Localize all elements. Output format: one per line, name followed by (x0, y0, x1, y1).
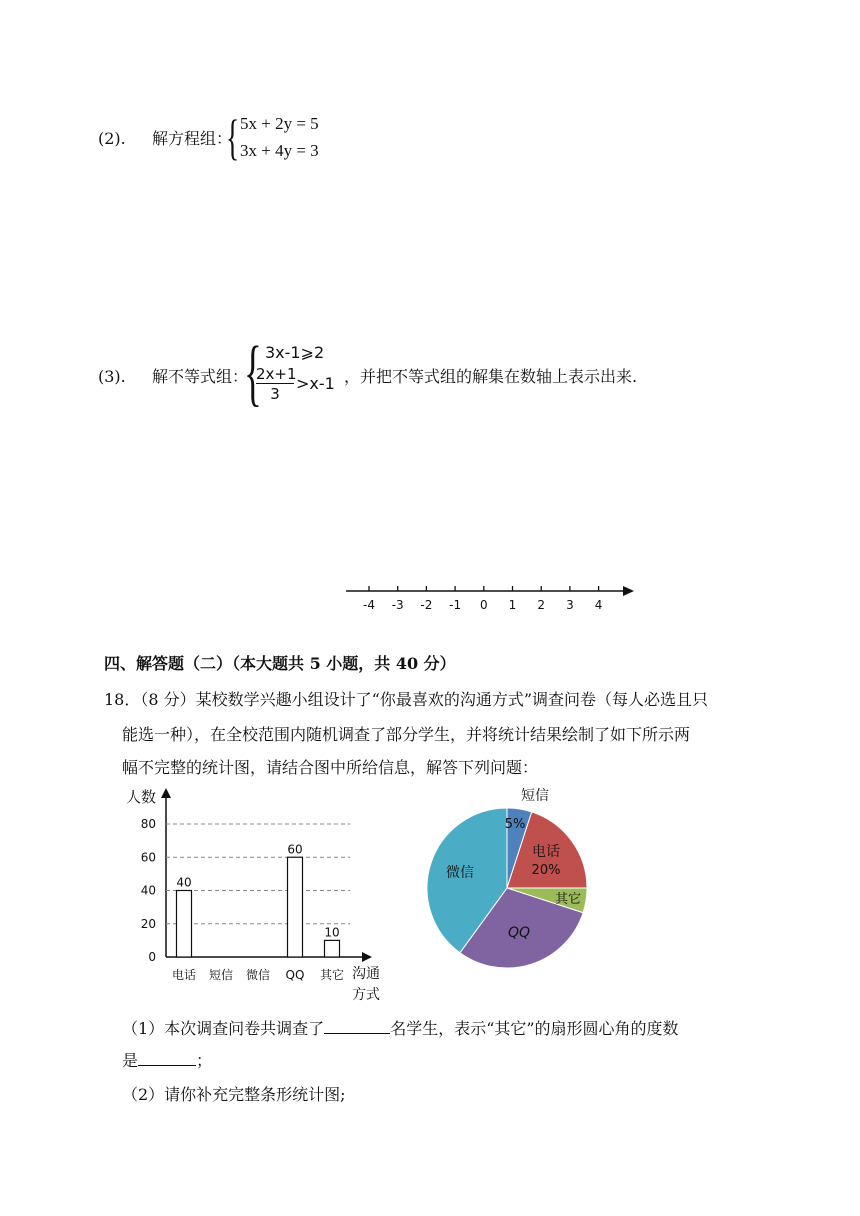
bar-x-label-line1: 沟通 (352, 966, 380, 982)
number-line (340, 580, 640, 616)
number-line-tick-label: 2 (537, 598, 546, 612)
bar-category-label: 电话 (171, 968, 197, 982)
q2-equation-1: 5x + 2y = 5 (240, 114, 319, 133)
q18-line2: 能选一种），在全校范围内随机调查了部分学生，并将统计结果绘制了如下所示两 (122, 725, 691, 744)
bar-category-label: QQ (285, 968, 305, 982)
bar-x-label-line2: 方式 (352, 987, 380, 1003)
q3-label-row (98, 364, 248, 387)
q2-text: 解方程组： (151, 129, 232, 148)
q2-brace: { (226, 109, 240, 165)
bar-y-tick-label: 80 (140, 817, 156, 831)
bar-y-tick-label: 0 (148, 950, 156, 964)
bar-category-label: 其它 (319, 968, 345, 982)
bar-y-tick-label: 40 (140, 883, 156, 898)
q3-text: 解不等式组： (151, 367, 248, 386)
q18-line3: 幅不完整的统计图，请结合图中所给信息，解答下列问题： (122, 758, 539, 777)
pie-label: 电话 (532, 844, 560, 860)
number-line-tick-label: -2 (420, 598, 433, 612)
number-line-tick-label: 1 (508, 598, 517, 612)
q18-sub1-text-b: 名学生，表示“其它”的扇形圆心角的度数 (390, 1019, 679, 1038)
q3-fraction (256, 365, 297, 404)
bar (177, 891, 192, 958)
number-line-tick-label: 3 (566, 598, 574, 612)
number-line-tick-label: -4 (363, 598, 375, 612)
section4-title: 四、解答题（二）（本大题共 5 小题，共 40 分） (104, 654, 456, 673)
q3-suffix: ，并把不等式组的解集在数轴上表示出来. (344, 367, 638, 386)
q3-brace: { (244, 332, 262, 414)
number-line-tick-label: -3 (391, 598, 404, 612)
bar-y-axis-arrow (161, 788, 171, 798)
bar-y-tick-label: 20 (140, 916, 156, 931)
bar (325, 940, 340, 957)
pie-label: 短信 (521, 788, 549, 804)
number-line-tick-label: -1 (449, 598, 462, 612)
bar-data-label: 40 (176, 875, 192, 890)
number-line-tick-label: 0 (479, 598, 488, 612)
bar-chart (118, 780, 398, 1005)
bar (288, 857, 303, 957)
q18-number: 18． (104, 690, 141, 709)
q18-sub1-row (122, 1016, 679, 1039)
q18-sub1-text-d: ； (196, 1051, 213, 1070)
q2-number: (2). (98, 129, 126, 148)
q18-text-1: （8 分）某校数学兴趣小组设计了“你最喜欢的沟通方式”调查问卷（每人必选且只 (140, 690, 709, 709)
number-line-arrow (623, 586, 634, 596)
pie-chart (418, 780, 598, 980)
pie-label: 微信 (446, 865, 474, 881)
q3-inequality-2-rhs: >x-1 (296, 374, 335, 393)
q2-equation-2: 3x + 4y = 3 (240, 141, 319, 160)
pie-label: 其它 (554, 892, 582, 907)
bar-data-label: 10 (324, 925, 340, 940)
q3-fraction-denominator: 3 (270, 385, 280, 403)
bar-data-label: 60 (287, 842, 303, 857)
bar-x-axis-arrow (362, 952, 372, 962)
q3-fraction-numerator: 2x+1 (256, 365, 297, 383)
q18-sub1-blank-count[interactable] (324, 1033, 390, 1034)
bar-category-label: 短信 (208, 968, 234, 982)
q18-sub1-blank-angle[interactable] (138, 1065, 196, 1066)
q18-sub2: （2）请你补充完整条形统计图; (122, 1085, 346, 1104)
q3-number: (3). (98, 367, 126, 386)
pie-value-label: 5% (504, 817, 526, 832)
bar-category-label: 微信 (245, 968, 271, 982)
q2-label-row (98, 126, 232, 149)
pie-value-label: 20% (531, 863, 561, 878)
q18-sub1-text-a: （1）本次调查问卷共调查了 (122, 1019, 325, 1038)
bar-y-tick-label: 60 (140, 850, 156, 865)
bar-y-label: 人数 (126, 788, 157, 806)
q18-line1 (104, 687, 708, 710)
q18-sub1-text-c: 是 (122, 1051, 139, 1070)
q18-sub1-row2 (122, 1048, 212, 1071)
number-line-tick-label: 4 (594, 598, 603, 612)
pie-label: QQ (507, 925, 531, 941)
q3-inequality-1: 3x-1⩾2 (265, 343, 325, 362)
